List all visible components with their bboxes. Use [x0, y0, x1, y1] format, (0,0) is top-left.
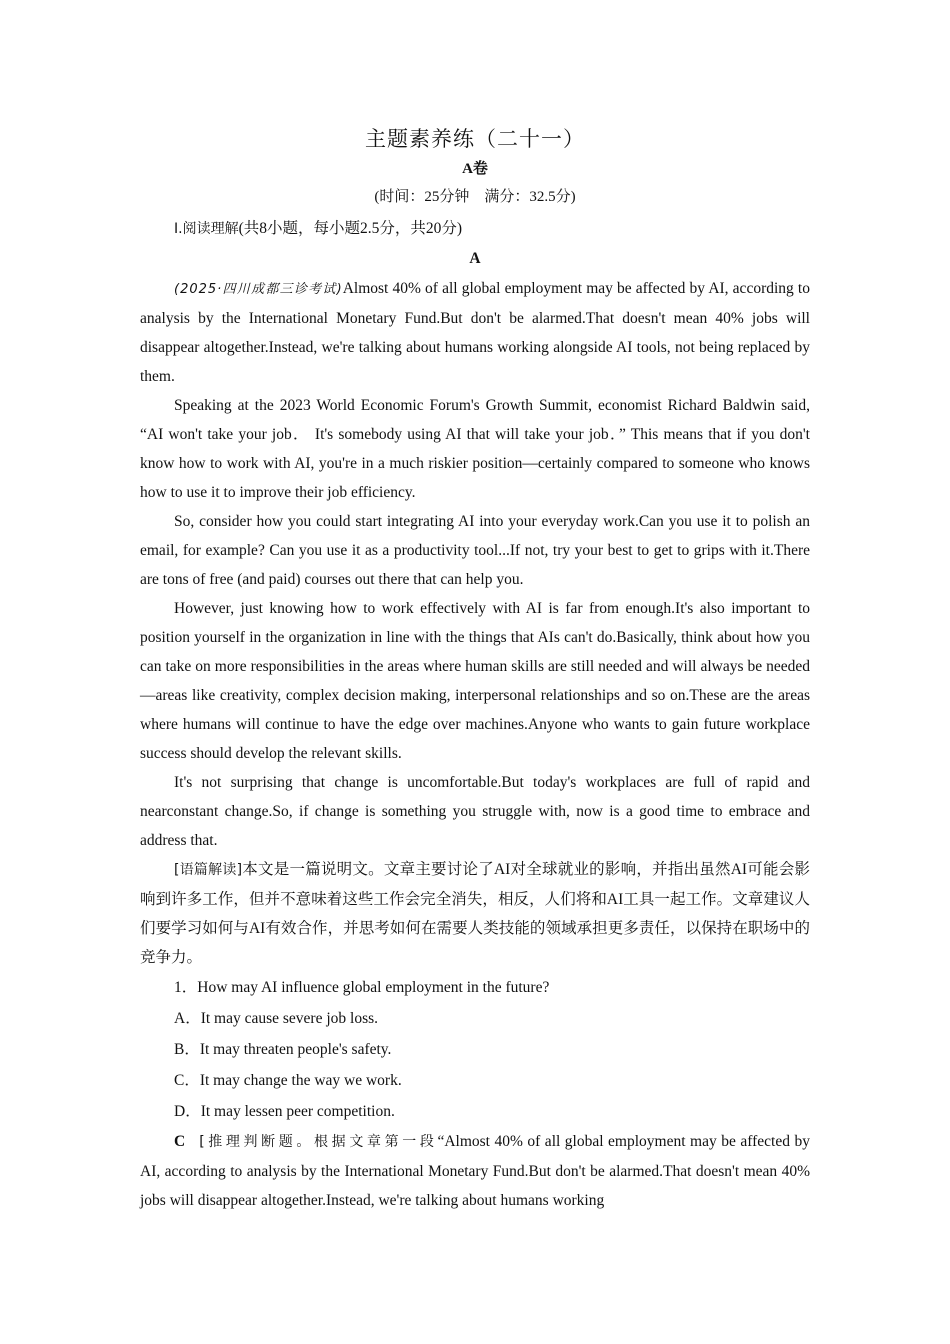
passage-paragraph-3: So, consider how you could start integrating AI into your everyday work.Can you use it to polish an email, for example? Can you use it as a productivity tool...If not, try your best to get to grips with it.There are tons of free (and paid) courses out there that can help you. — [140, 513, 810, 588]
document-page — [140, 120, 810, 1215]
passage-analysis — [140, 855, 810, 972]
answer-type: [推理判断题。根据文章第一段 — [199, 1134, 438, 1150]
passage-paragraph-5: It's not surprising that change is uncomfortable.But today's workplaces are full of rapid and nearconstant change.So, if change is something you struggle with, now is a good time to embrace and address that. — [140, 774, 810, 849]
passage-source: (2025·四川成都三诊考试) — [174, 282, 343, 297]
passage-paragraph-2: Speaking at the 2023 World Economic Forum's Growth Summit, economist Richard Baldwin said, “AI won't take your job． It's somebody using AI that will take your job．” This means that if you don't know how to work with AI, you're in a much riskier position—certainly compared to someone who knows how to use it to improve their job efficiency. — [140, 397, 810, 501]
time-score-info: (时间：25分钟 满分：32.5分) — [374, 189, 576, 205]
answer-letter: C — [174, 1133, 186, 1150]
analysis-label: [语篇解读] — [174, 862, 243, 878]
page-title: 主题素养练（二十一） — [365, 127, 585, 151]
volume-label: A卷 — [462, 161, 488, 177]
section-detail: (共8小题，每小题2.5分，共20分) — [238, 220, 463, 237]
option-a: A．It may cause severe job loss. — [174, 1010, 379, 1027]
option-d: D．It may lessen peer competition. — [174, 1103, 395, 1120]
option-b: B．It may threaten people's safety. — [174, 1041, 392, 1058]
section-label: Ⅰ.阅读理解 — [174, 221, 239, 237]
question-stem: 1．How may AI influence global employment in the future? — [174, 979, 550, 996]
section-heading — [140, 214, 810, 244]
analysis-text: 本文是一篇说明文。文章主要讨论了AI对全球就业的影响，并指出虽然AI可能会影响到许多工作，但并不意味着这些工作会完全消失，相反，人们将和AI工具一起工作。文章建议人们要学习如何与AI有效合作，并思考如何在需要人类技能的领域承担更多责任，以保持在职场中的竞争力。 — [140, 861, 810, 966]
passage-label: A — [469, 250, 481, 267]
answer-explanation — [140, 1127, 810, 1215]
answer-text: “Almost 40% of all global employment may be affected by AI, according to analysis by the International Monetary Fund.But don't be alarmed.That doesn't mean 40% jobs will disappear altogether.Instead, we're talking about humans working — [140, 1133, 810, 1209]
option-c: C．It may change the way we work. — [174, 1072, 402, 1089]
passage-paragraph-4: However, just knowing how to work effectively with AI is far from enough.It's also important to position yourself in the organization in line with the things that AIs can't do.Basically, think about how you can take on more responsibilities in the areas where human skills are still needed and will always be needed—areas like creativity, complex decision making, interpersonal relationships and so on.These are the areas where humans will continue to have the edge over machines.Anyone who wants to gain future workplace success should develop the relevant skills. — [140, 600, 810, 762]
passage-paragraph-1: (2025·四川成都三诊考试)Almost 40% of all global employment may be affected by AI, according to analysis by the International Monetary Fund.But don't be alarmed.That doesn't mean 40% jobs will disappear altogether.Instead, we're talking about humans working alongside AI tools, not being replaced by them. — [140, 280, 810, 385]
